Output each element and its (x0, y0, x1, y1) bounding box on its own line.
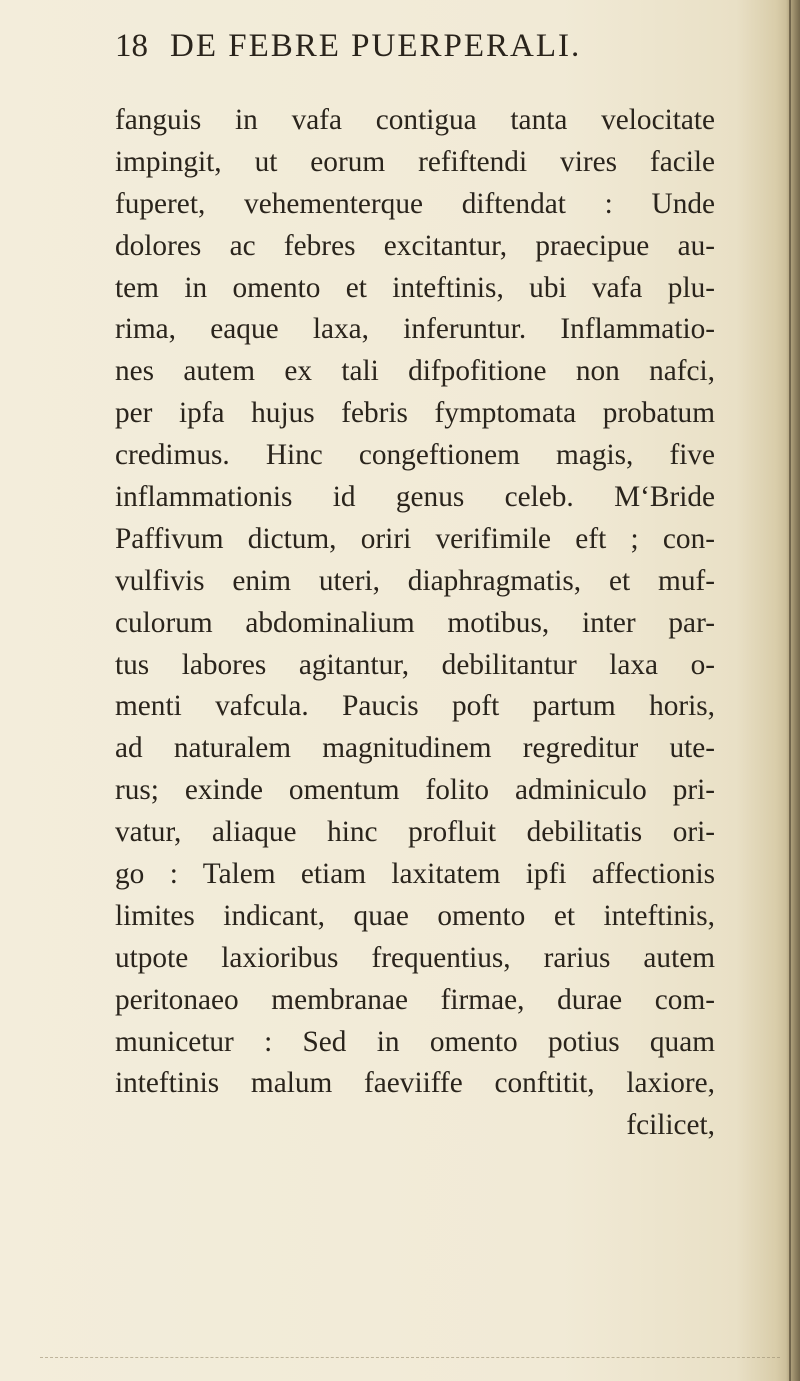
text-line: credimus. Hinc congeftionem magis, five (115, 439, 715, 472)
text-line: municetur : Sed in omento potius quam (115, 1025, 715, 1058)
text-line: Paffivum dictum, oriri verifimile eft ; con- (115, 522, 715, 555)
body-text (115, 100, 715, 1147)
text-line: inflammationis id genus celeb. M‘Bride (115, 481, 715, 514)
text-line: per ipfa hujus febris fymptomata probatum (115, 397, 715, 430)
text-line: fanguis in vafa contigua tanta velocitate (115, 104, 715, 136)
text-line: ad naturalem magnitudinem regreditur ute- (115, 732, 715, 765)
text-line: dolores ac febres excitantur, praecipue au- (115, 229, 715, 262)
binding-edge (789, 0, 791, 1381)
text-line: nes autem ex tali difpofitione non nafci, (115, 355, 715, 388)
text-line: utpote laxioribus frequentius, rarius autem (115, 941, 715, 974)
page-number: 18 (115, 28, 148, 64)
text-line: tus labores agitantur, debilitantur laxa o- (115, 648, 715, 681)
text-line: go : Talem etiam laxitatem ipfi affectionis (115, 858, 715, 891)
text-line: culorum abdominalium motibus, inter par- (115, 606, 715, 639)
text-line: vatur, aliaque hinc profluit debilitatis ori- (115, 816, 715, 849)
text-line: peritonaeo membranae firmae, durae com- (115, 983, 715, 1016)
text-line: tem in omento et inteftinis, ubi vafa plu- (115, 271, 715, 304)
text-line: vulfivis enim uteri, diaphragmatis, et muf- (115, 564, 715, 597)
catchword: fcilicet, (626, 1109, 715, 1142)
text-line: impingit, ut eorum refiftendi vires facile (115, 145, 715, 178)
running-title: DE FEBRE PUERPERALI. (170, 28, 582, 64)
bottom-rule (40, 1357, 780, 1359)
running-header (115, 28, 581, 65)
text-line: menti vafcula. Paucis poft partum horis, (115, 690, 715, 723)
text-line: limites indicant, quae omento et inteftinis, (115, 899, 715, 932)
text-line: rus; exinde omentum folito adminiculo pri- (115, 774, 715, 807)
text-line: rima, eaque laxa, inferuntur. Inflammatio- (115, 313, 715, 346)
text-line: fuperet, vehementerque diftendat : Unde (115, 187, 715, 220)
text-line: inteftinis malum faeviiffe conftitit, laxiore, (115, 1067, 715, 1100)
